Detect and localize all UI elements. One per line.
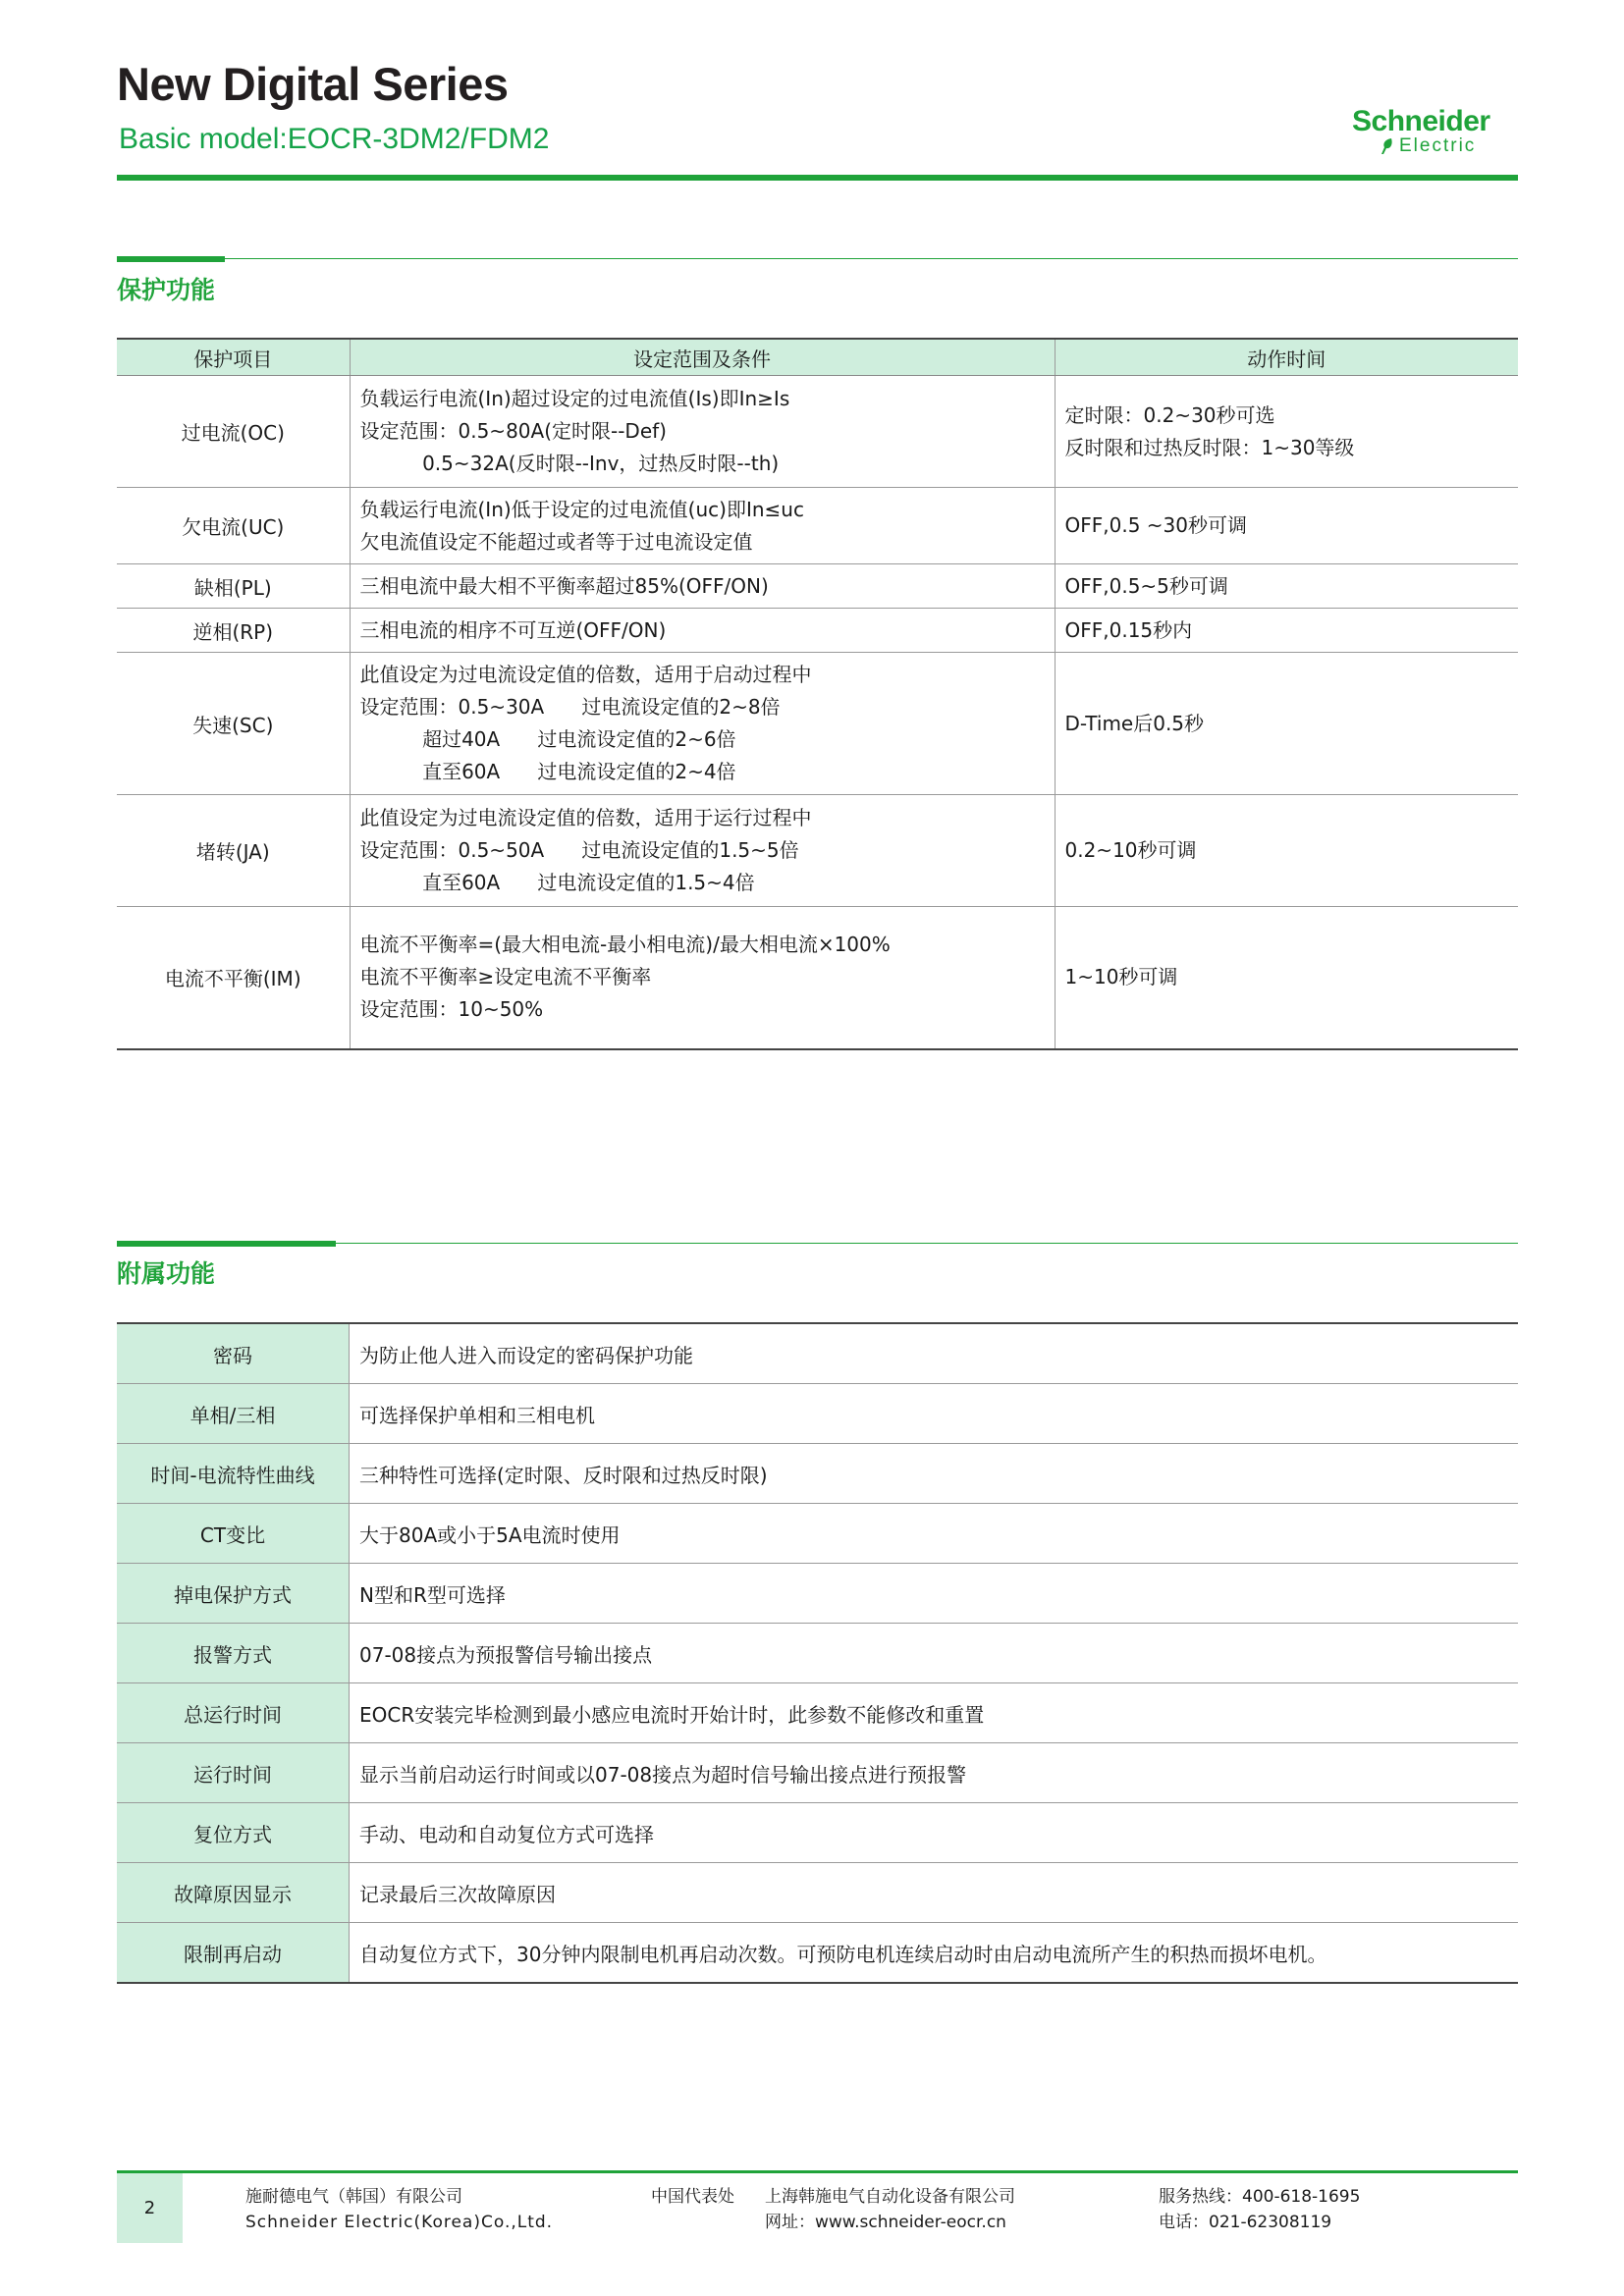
protection-time: D-Time后0.5秒 <box>1055 653 1518 795</box>
function-name: CT变比 <box>117 1504 350 1564</box>
schneider-logo <box>1352 106 1517 157</box>
table-row <box>117 376 1518 488</box>
function-name: 报警方式 <box>117 1624 350 1683</box>
protection-name: 过电流(OC) <box>117 376 350 488</box>
table-row <box>117 564 1518 609</box>
office-name: 上海韩施电气自动化设备有限公司 <box>765 2187 1015 2207</box>
function-name: 时间-电流特性曲线 <box>117 1444 350 1504</box>
function-desc: 为防止他人进入而设定的密码保护功能 <box>350 1323 1519 1384</box>
function-desc: 自动复位方式下，30分钟内限制电机再启动次数。可预防电机连续启动时由启动电流所产生的积热而损坏电机。 <box>350 1923 1519 1984</box>
protection-conditions: 此值设定为过电流设定值的倍数，适用于启动过程中 设定范围：0.5~30A 过电流设定值的2~8倍 超过40A 过电流设定值的2~6倍 直至60A 过电流设定值的2~4倍 <box>350 653 1055 795</box>
column-header: 动作时间 <box>1055 339 1518 376</box>
logo-subword: Electric <box>1399 135 1477 156</box>
protection-conditions: 负载运行电流(In)低于设定的过电流值(uc)即In≤uc 欠电流值设定不能超过或者等于过电流设定值 <box>350 488 1055 564</box>
protection-time: 1~10秒可调 <box>1055 907 1518 1049</box>
table-row <box>117 1384 1518 1444</box>
function-name: 单相/三相 <box>117 1384 350 1444</box>
logo-wordmark: Schneider <box>1352 105 1490 137</box>
table-row <box>117 1863 1518 1923</box>
section-divider <box>225 258 1518 259</box>
table-row <box>117 609 1518 653</box>
office-label: 中国代表处 <box>651 2187 734 2207</box>
protection-time: 定时限：0.2~30秒可选 反时限和过热反时限：1~30等级 <box>1055 376 1518 488</box>
column-header: 设定范围及条件 <box>350 339 1055 376</box>
table-header-row <box>117 339 1518 376</box>
function-name: 总运行时间 <box>117 1683 350 1743</box>
table-row <box>117 1624 1518 1683</box>
section-accent-bar <box>117 1241 336 1247</box>
protection-name: 逆相(RP) <box>117 609 350 653</box>
page-title: New Digital Series <box>117 58 509 110</box>
table-row <box>117 1564 1518 1624</box>
function-desc: 三种特性可选择(定时限、反时限和过热反时限) <box>350 1444 1519 1504</box>
function-name: 密码 <box>117 1323 350 1384</box>
table-row <box>117 1323 1518 1384</box>
protection-conditions: 三相电流中最大相不平衡率超过85%(OFF/ON) <box>350 564 1055 609</box>
table-row <box>117 1683 1518 1743</box>
protection-name: 电流不平衡(IM) <box>117 907 350 1049</box>
function-name: 复位方式 <box>117 1803 350 1863</box>
function-desc: N型和R型可选择 <box>350 1564 1519 1624</box>
function-desc: 07-08接点为预报警信号输出接点 <box>350 1624 1519 1683</box>
table-row <box>117 795 1518 907</box>
table-row <box>117 907 1518 1049</box>
protection-conditions: 三相电流的相序不可互逆(OFF/ON) <box>350 609 1055 653</box>
protection-name: 堵转(JA) <box>117 795 350 907</box>
protection-time: 0.2~10秒可调 <box>1055 795 1518 907</box>
function-desc: 记录最后三次故障原因 <box>350 1863 1519 1923</box>
table-row <box>117 1444 1518 1504</box>
protection-time: OFF,0.5 ~30秒可调 <box>1055 488 1518 564</box>
protection-conditions: 此值设定为过电流设定值的倍数，适用于运行过程中 设定范围：0.5~50A 过电流设定值的1.5~5倍 直至60A 过电流设定值的1.5~4倍 <box>350 795 1055 907</box>
protection-conditions: 负载运行电流(In)超过设定的过电流值(Is)即In≥Is 设定范围：0.5~80A(定时限--Def) 0.5~32A(反时限--Inv，过热反时限--th) <box>350 376 1055 488</box>
protection-time: OFF,0.15秒内 <box>1055 609 1518 653</box>
column-header: 保护项目 <box>117 339 350 376</box>
table-row <box>117 1803 1518 1863</box>
protection-time: OFF,0.5~5秒可调 <box>1055 564 1518 609</box>
protection-name: 欠电流(UC) <box>117 488 350 564</box>
function-name: 限制再启动 <box>117 1923 350 1984</box>
table-row <box>117 1743 1518 1803</box>
table-row <box>117 1923 1518 1984</box>
protection-name: 缺相(PL) <box>117 564 350 609</box>
page-number: 2 <box>117 2173 183 2243</box>
protection-table <box>117 338 1518 1050</box>
function-desc: 手动、电动和自动复位方式可选择 <box>350 1803 1519 1863</box>
table-row <box>117 1504 1518 1564</box>
table-row <box>117 488 1518 564</box>
function-name: 运行时间 <box>117 1743 350 1803</box>
auxiliary-table <box>117 1322 1518 1984</box>
service-hotline: 服务热线：400-618-1695 <box>1159 2187 1361 2207</box>
schneider-leaf-icon <box>1380 137 1395 155</box>
function-desc: 显示当前启动运行时间或以07-08接点为超时信号输出接点进行预报警 <box>350 1743 1519 1803</box>
company-name-cn: 施耐德电气（韩国）有限公司 <box>245 2187 462 2207</box>
section-title-protection: 保护功能 <box>117 276 216 304</box>
function-desc: 大于80A或小于5A电流时使用 <box>350 1504 1519 1564</box>
header-divider <box>117 175 1518 181</box>
footer-divider <box>117 2170 1518 2173</box>
function-name: 故障原因显示 <box>117 1863 350 1923</box>
protection-name: 失速(SC) <box>117 653 350 795</box>
page-subtitle: Basic model:EOCR-3DM2/FDM2 <box>119 123 550 155</box>
phone-number: 电话：021-62308119 <box>1159 2213 1332 2232</box>
section-divider <box>336 1243 1518 1244</box>
function-desc: 可选择保护单相和三相电机 <box>350 1384 1519 1444</box>
company-name-en: Schneider Electric(Korea)Co.,Ltd. <box>245 2213 554 2232</box>
section-accent-bar <box>117 256 225 262</box>
section-title-auxiliary: 附属功能 <box>117 1259 216 1288</box>
website-link[interactable]: 网址：www.schneider-eocr.cn <box>765 2213 1006 2232</box>
function-desc: EOCR安装完毕检测到最小感应电流时开始计时，此参数不能修改和重置 <box>350 1683 1519 1743</box>
table-row <box>117 653 1518 795</box>
function-name: 掉电保护方式 <box>117 1564 350 1624</box>
protection-conditions: 电流不平衡率=(最大相电流-最小相电流)/最大相电流×100% 电流不平衡率≥设定电流不平衡率 设定范围：10~50% <box>350 907 1055 1049</box>
